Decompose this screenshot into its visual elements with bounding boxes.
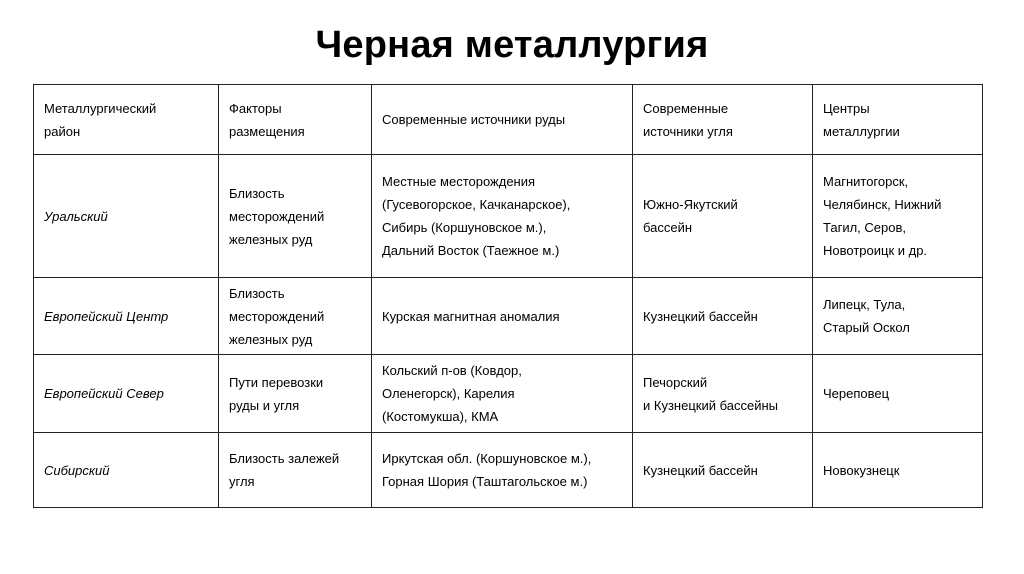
- region-cell: Уральский: [34, 155, 219, 278]
- header-cell-ore-sources: Современные источники руды: [372, 85, 633, 155]
- header-cell-factors: Факторы размещения: [219, 85, 372, 155]
- header-cell-coal-sources: Современные источники угля: [633, 85, 813, 155]
- coal-sources-cell: Кузнецкий бассейн: [633, 278, 813, 355]
- table-row: [34, 355, 983, 433]
- ore-sources-cell: Местные месторождения (Гусевогорское, Качканарское), Сибирь (Коршуновское м.), Дальний Восток (Таежное м.): [372, 155, 633, 278]
- ore-sources-cell: Курская магнитная аномалия: [372, 278, 633, 355]
- region-cell: Европейский Север: [34, 355, 219, 433]
- table-header-row: [34, 85, 983, 155]
- page-title: Черная металлургия: [315, 24, 709, 66]
- ore-sources-cell: Иркутская обл. (Коршуновское м.), Горная Шория (Таштагольское м.): [372, 433, 633, 508]
- coal-sources-cell: Южно-Якутский бассейн: [633, 155, 813, 278]
- ore-sources-cell: Кольский п-ов (Ковдор, Оленегорск), Карелия (Костомукша), КМА: [372, 355, 633, 433]
- centers-cell: Череповец: [813, 355, 983, 433]
- centers-cell: Липецк, Тула, Старый Оскол: [813, 278, 983, 355]
- coal-sources-cell: Печорский и Кузнецкий бассейны: [633, 355, 813, 433]
- metallurgy-table: [33, 84, 983, 508]
- centers-cell: Новокузнецк: [813, 433, 983, 508]
- region-cell: Сибирский: [34, 433, 219, 508]
- factors-cell: Пути перевозки руды и угля: [219, 355, 372, 433]
- table-row: [34, 433, 983, 508]
- header-cell-region: Металлургический район: [34, 85, 219, 155]
- factors-cell: Близость месторождений железных руд: [219, 155, 372, 278]
- coal-sources-cell: Кузнецкий бассейн: [633, 433, 813, 508]
- table-row: [34, 278, 983, 355]
- header-cell-centers: Центры металлургии: [813, 85, 983, 155]
- table-row: [34, 155, 983, 278]
- region-cell: Европейский Центр: [34, 278, 219, 355]
- factors-cell: Близость месторождений железных руд: [219, 278, 372, 355]
- centers-cell: Магнитогорск, Челябинск, Нижний Тагил, Серов, Новотроицк и др.: [813, 155, 983, 278]
- factors-cell: Близость залежей угля: [219, 433, 372, 508]
